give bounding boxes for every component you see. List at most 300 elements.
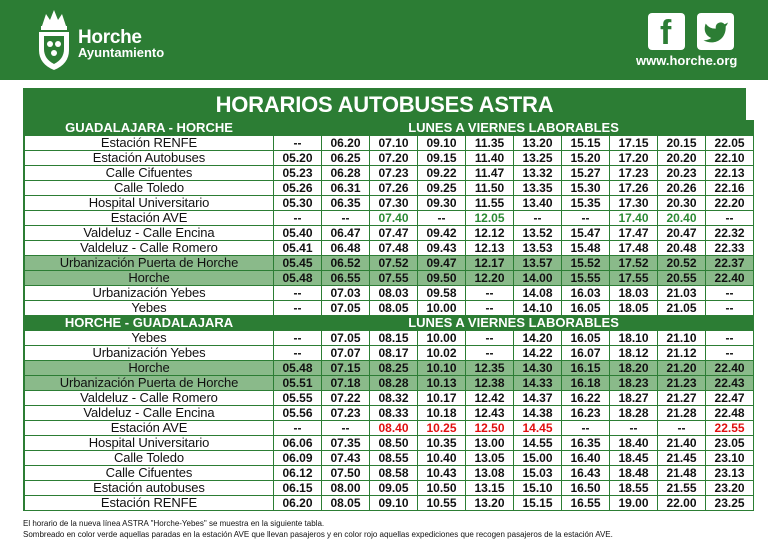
departure-time: -- (322, 211, 369, 225)
departure-time: 07.55 (370, 271, 417, 285)
departure-time: 07.05 (322, 301, 369, 315)
departure-time: -- (466, 301, 513, 315)
website-link[interactable]: www.horche.org (636, 53, 738, 68)
departure-time: 07.23 (370, 166, 417, 180)
section-header (25, 121, 753, 135)
departure-time: 11.40 (466, 151, 513, 165)
departure-time: 12.42 (466, 391, 513, 405)
departure-time: 07.15 (322, 361, 369, 375)
stop-name: Hospital Universitario (25, 196, 273, 210)
departure-time: 06.25 (322, 151, 369, 165)
departure-time: 13.05 (466, 451, 513, 465)
departure-time: 22.37 (706, 256, 753, 270)
departure-time: 07.07 (322, 346, 369, 360)
departure-time: 10.17 (418, 391, 465, 405)
departure-time: -- (274, 421, 321, 435)
departure-time: 07.52 (370, 256, 417, 270)
departure-time: -- (274, 346, 321, 360)
departure-time: 08.25 (370, 361, 417, 375)
schedule-row (25, 361, 753, 375)
departure-time: 13.08 (466, 466, 513, 480)
departure-time: 09.22 (418, 166, 465, 180)
departure-time: 08.58 (370, 466, 417, 480)
departure-time: -- (274, 331, 321, 345)
departure-time: 17.15 (610, 136, 657, 150)
departure-time: -- (274, 136, 321, 150)
departure-time: 05.48 (274, 361, 321, 375)
schedule-row (25, 271, 753, 285)
departure-time: 22.13 (706, 166, 753, 180)
departure-time: 20.47 (658, 226, 705, 240)
departure-time: 18.20 (610, 361, 657, 375)
stop-name: Estación Autobuses (25, 151, 273, 165)
departure-time: 15.15 (514, 496, 561, 510)
departure-time: 22.43 (706, 376, 753, 390)
departure-time: 10.43 (418, 466, 465, 480)
departure-time: 16.35 (562, 436, 609, 450)
departure-time: 20.23 (658, 166, 705, 180)
departure-time: 08.17 (370, 346, 417, 360)
departure-time: 11.50 (466, 181, 513, 195)
departure-time: 21.28 (658, 406, 705, 420)
departure-time: 06.48 (322, 241, 369, 255)
departure-time: 23.20 (706, 481, 753, 495)
departure-time: 18.28 (610, 406, 657, 420)
brand-name: Horche (78, 27, 142, 48)
route-label: GUADALAJARA - HORCHE (25, 121, 273, 135)
departure-time: 06.55 (322, 271, 369, 285)
footnote-line: El horario de la nueva línea ASTRA "Horche-Yebes" se muestra en la siguiente tabla. (23, 519, 325, 528)
schedule-row (25, 256, 753, 270)
departure-time: 18.05 (610, 301, 657, 315)
departure-time: 06.20 (322, 136, 369, 150)
bus-schedule (23, 88, 746, 511)
departure-time: -- (466, 331, 513, 345)
departure-time: 07.40 (370, 211, 417, 225)
departure-time: 08.33 (370, 406, 417, 420)
departure-time: 18.03 (610, 286, 657, 300)
departure-time: 10.35 (418, 436, 465, 450)
departure-time: 08.03 (370, 286, 417, 300)
departure-time: 15.48 (562, 241, 609, 255)
departure-time: 22.55 (706, 421, 753, 435)
departure-time: -- (514, 211, 561, 225)
departure-time: 15.35 (562, 196, 609, 210)
departure-time: 17.40 (610, 211, 657, 225)
stop-name: Valdeluz - Calle Encina (25, 226, 273, 240)
stop-name: Calle Cifuentes (25, 166, 273, 180)
stop-name: Estación RENFE (25, 136, 273, 150)
departure-time: 08.55 (370, 451, 417, 465)
stop-name: Calle Toledo (25, 451, 273, 465)
departure-time: 15.03 (514, 466, 561, 480)
departure-time: 06.52 (322, 256, 369, 270)
schedule-row (25, 196, 753, 210)
departure-time: 21.20 (658, 361, 705, 375)
stop-name: Estación RENFE (25, 496, 273, 510)
departure-time: 07.43 (322, 451, 369, 465)
departure-time: 10.02 (418, 346, 465, 360)
departure-time: 05.56 (274, 406, 321, 420)
departure-time: 15.20 (562, 151, 609, 165)
departure-time: 09.50 (418, 271, 465, 285)
schedule-row (25, 376, 753, 390)
footnote (23, 518, 613, 540)
departure-time: 09.42 (418, 226, 465, 240)
departure-time: 06.09 (274, 451, 321, 465)
stop-name: Urbanización Puerta de Horche (25, 376, 273, 390)
stop-name: Yebes (25, 331, 273, 345)
departure-time: 17.48 (610, 241, 657, 255)
departure-time: 16.55 (562, 496, 609, 510)
schedule-row (25, 331, 753, 345)
departure-time: 12.05 (466, 211, 513, 225)
departure-time: -- (658, 421, 705, 435)
schedule-row (25, 481, 753, 495)
departure-time: 14.37 (514, 391, 561, 405)
departure-time: 07.10 (370, 136, 417, 150)
schedule-row (25, 226, 753, 240)
departure-time: -- (274, 211, 321, 225)
departure-time: 21.12 (658, 346, 705, 360)
departure-time: 13.32 (514, 166, 561, 180)
departure-time: 13.52 (514, 226, 561, 240)
departure-time: 16.03 (562, 286, 609, 300)
stop-name: Urbanización Yebes (25, 346, 273, 360)
departure-time: 08.50 (370, 436, 417, 450)
departure-time: 17.52 (610, 256, 657, 270)
departure-time: 06.35 (322, 196, 369, 210)
departure-time: 07.30 (370, 196, 417, 210)
departure-time: -- (706, 346, 753, 360)
departure-time: 23.10 (706, 451, 753, 465)
stop-name: Hospital Universitario (25, 436, 273, 450)
departure-time: 10.00 (418, 331, 465, 345)
departure-time: 15.15 (562, 136, 609, 150)
departure-time: 12.43 (466, 406, 513, 420)
schedule-row (25, 466, 753, 480)
departure-time: 07.05 (322, 331, 369, 345)
departure-time: 13.57 (514, 256, 561, 270)
departure-time: -- (706, 301, 753, 315)
departure-time: 10.00 (418, 301, 465, 315)
departure-time: 21.23 (658, 376, 705, 390)
stop-name: Calle Cifuentes (25, 466, 273, 480)
departure-time: 07.03 (322, 286, 369, 300)
departure-time: 07.50 (322, 466, 369, 480)
departure-time: 14.08 (514, 286, 561, 300)
departure-time: 06.47 (322, 226, 369, 240)
departure-time: 22.40 (706, 271, 753, 285)
departure-time: 17.55 (610, 271, 657, 285)
departure-time: 16.43 (562, 466, 609, 480)
departure-time: 16.18 (562, 376, 609, 390)
departure-time: 22.10 (706, 151, 753, 165)
departure-time: 22.00 (658, 496, 705, 510)
departure-time: 18.27 (610, 391, 657, 405)
schedule-title: HORARIOS AUTOBUSES ASTRA (215, 92, 554, 117)
departure-time: 18.12 (610, 346, 657, 360)
departure-time: 20.15 (658, 136, 705, 150)
departure-time: 09.30 (418, 196, 465, 210)
departure-time: 13.53 (514, 241, 561, 255)
departure-time: 05.40 (274, 226, 321, 240)
days-label: LUNES A VIERNES LABORABLES (274, 316, 753, 330)
departure-time: -- (466, 286, 513, 300)
schedule-row (25, 391, 753, 405)
schedule-row (25, 181, 753, 195)
departure-time: 10.55 (418, 496, 465, 510)
departure-time: 09.05 (370, 481, 417, 495)
departure-time: 09.58 (418, 286, 465, 300)
departure-time: 20.26 (658, 181, 705, 195)
departure-time: 15.27 (562, 166, 609, 180)
departure-time: 07.26 (370, 181, 417, 195)
schedule-row (25, 301, 753, 315)
departure-time: 07.23 (322, 406, 369, 420)
departure-time: 06.15 (274, 481, 321, 495)
footnote-line: Sombreado en color verde aquellas paradas en la estación AVE que llevan pasajeros y en color rojo aquellas expediciones que recogen pasajeros de la estación AVE. (23, 530, 613, 539)
departure-time: 08.28 (370, 376, 417, 390)
departure-time: 22.05 (706, 136, 753, 150)
schedule-row (25, 421, 753, 435)
departure-time: 10.10 (418, 361, 465, 375)
departure-time: 22.48 (706, 406, 753, 420)
schedule-row (25, 166, 753, 180)
departure-time: 15.00 (514, 451, 561, 465)
departure-time: 06.06 (274, 436, 321, 450)
stop-name: Estación AVE (25, 421, 273, 435)
departure-time: 05.48 (274, 271, 321, 285)
departure-time: 20.55 (658, 271, 705, 285)
departure-time: 06.31 (322, 181, 369, 195)
departure-time: 21.48 (658, 466, 705, 480)
departure-time: -- (706, 331, 753, 345)
departure-time: 05.20 (274, 151, 321, 165)
departure-time: 18.10 (610, 331, 657, 345)
departure-time: 08.05 (370, 301, 417, 315)
days-label: LUNES A VIERNES LABORABLES (274, 121, 753, 135)
departure-time: 07.35 (322, 436, 369, 450)
departure-time: -- (274, 301, 321, 315)
departure-time: 06.12 (274, 466, 321, 480)
departure-time: 16.15 (562, 361, 609, 375)
departure-time: 22.32 (706, 226, 753, 240)
departure-time: 07.47 (370, 226, 417, 240)
departure-time: -- (562, 421, 609, 435)
departure-time: 15.10 (514, 481, 561, 495)
departure-time: 14.45 (514, 421, 561, 435)
schedule-row (25, 406, 753, 420)
stop-name: Horche (25, 271, 273, 285)
departure-time: 14.33 (514, 376, 561, 390)
departure-time: 19.00 (610, 496, 657, 510)
departure-time: 21.05 (658, 301, 705, 315)
stop-name: Valdeluz - Calle Romero (25, 391, 273, 405)
departure-time: 09.47 (418, 256, 465, 270)
departure-time: 13.40 (514, 196, 561, 210)
departure-time: 22.33 (706, 241, 753, 255)
departure-time: 14.20 (514, 331, 561, 345)
schedule-row (25, 286, 753, 300)
schedule-row (25, 151, 753, 165)
departure-time: 09.10 (370, 496, 417, 510)
departure-time: 20.52 (658, 256, 705, 270)
departure-time: 18.40 (610, 436, 657, 450)
departure-time: 21.55 (658, 481, 705, 495)
departure-time: 20.20 (658, 151, 705, 165)
stop-name: Calle Toledo (25, 181, 273, 195)
departure-time: 20.30 (658, 196, 705, 210)
departure-time: 07.18 (322, 376, 369, 390)
departure-time: 08.00 (322, 481, 369, 495)
departure-time: 16.05 (562, 331, 609, 345)
departure-time: 16.23 (562, 406, 609, 420)
departure-time: 13.20 (514, 136, 561, 150)
departure-time: -- (706, 286, 753, 300)
departure-time: -- (418, 211, 465, 225)
schedule-row (25, 241, 753, 255)
facebook-icon[interactable]: f (648, 13, 685, 50)
departure-time: 05.55 (274, 391, 321, 405)
schedule-row (25, 211, 753, 225)
departure-time: 12.50 (466, 421, 513, 435)
brand-subtitle: Ayuntamiento (78, 45, 165, 60)
departure-time: -- (562, 211, 609, 225)
departure-time: 15.52 (562, 256, 609, 270)
departure-time: 17.23 (610, 166, 657, 180)
departure-time: 14.10 (514, 301, 561, 315)
stop-name: Valdeluz - Calle Romero (25, 241, 273, 255)
departure-time: 05.51 (274, 376, 321, 390)
departure-time: 05.23 (274, 166, 321, 180)
departure-time: 12.13 (466, 241, 513, 255)
departure-time: 08.32 (370, 391, 417, 405)
departure-time: 06.28 (322, 166, 369, 180)
departure-time: 12.12 (466, 226, 513, 240)
departure-time: 21.10 (658, 331, 705, 345)
departure-time: 20.48 (658, 241, 705, 255)
departure-time: 10.50 (418, 481, 465, 495)
departure-time: 15.47 (562, 226, 609, 240)
timetable (24, 120, 754, 511)
departure-time: 14.38 (514, 406, 561, 420)
departure-time: 10.25 (418, 421, 465, 435)
departure-time: -- (274, 286, 321, 300)
section-header (25, 316, 753, 330)
departure-time: 23.05 (706, 436, 753, 450)
departure-time: 05.41 (274, 241, 321, 255)
departure-time: 21.03 (658, 286, 705, 300)
departure-time: 22.47 (706, 391, 753, 405)
departure-time: 09.10 (418, 136, 465, 150)
stop-name: Yebes (25, 301, 273, 315)
departure-time: 20.40 (658, 211, 705, 225)
coat-of-arms-logo (34, 6, 74, 72)
departure-time: 12.20 (466, 271, 513, 285)
schedule-row (25, 436, 753, 450)
departure-time: 09.15 (418, 151, 465, 165)
schedule-row (25, 496, 753, 510)
departure-time: 21.40 (658, 436, 705, 450)
departure-time: 11.55 (466, 196, 513, 210)
departure-time: 18.48 (610, 466, 657, 480)
departure-time: 18.55 (610, 481, 657, 495)
stop-name: Urbanización Yebes (25, 286, 273, 300)
route-label: HORCHE - GUADALAJARA (25, 316, 273, 330)
departure-time: 22.40 (706, 361, 753, 375)
departure-time: 05.30 (274, 196, 321, 210)
departure-time: 10.13 (418, 376, 465, 390)
departure-time: 12.38 (466, 376, 513, 390)
departure-time: 21.27 (658, 391, 705, 405)
departure-time: 10.18 (418, 406, 465, 420)
departure-time: 07.20 (370, 151, 417, 165)
departure-time: 17.30 (610, 196, 657, 210)
header-banner (0, 0, 768, 80)
departure-time: 14.00 (514, 271, 561, 285)
stop-name: Urbanización Puerta de Horche (25, 256, 273, 270)
departure-time: 16.22 (562, 391, 609, 405)
departure-time: 17.47 (610, 226, 657, 240)
departure-time: 17.20 (610, 151, 657, 165)
departure-time: 11.35 (466, 136, 513, 150)
departure-time: 13.00 (466, 436, 513, 450)
departure-time: 16.07 (562, 346, 609, 360)
departure-time: 23.25 (706, 496, 753, 510)
departure-time: 12.35 (466, 361, 513, 375)
departure-time: 18.45 (610, 451, 657, 465)
departure-time: 16.40 (562, 451, 609, 465)
departure-time: 11.47 (466, 166, 513, 180)
departure-time: 22.16 (706, 181, 753, 195)
departure-time: 09.43 (418, 241, 465, 255)
departure-time: 10.40 (418, 451, 465, 465)
departure-time: 15.55 (562, 271, 609, 285)
stop-name: Valdeluz - Calle Encina (25, 406, 273, 420)
schedule-row (25, 451, 753, 465)
departure-time: 13.25 (514, 151, 561, 165)
departure-time: 22.20 (706, 196, 753, 210)
departure-time: 14.22 (514, 346, 561, 360)
stop-name: Estación AVE (25, 211, 273, 225)
departure-time: 09.25 (418, 181, 465, 195)
departure-time: 08.05 (322, 496, 369, 510)
stop-name: Horche (25, 361, 273, 375)
departure-time: 07.22 (322, 391, 369, 405)
departure-time: 08.15 (370, 331, 417, 345)
departure-time: 17.26 (610, 181, 657, 195)
departure-time: 06.20 (274, 496, 321, 510)
departure-time: 16.50 (562, 481, 609, 495)
departure-time: 14.55 (514, 436, 561, 450)
twitter-icon[interactable] (697, 13, 734, 50)
departure-time: 16.05 (562, 301, 609, 315)
departure-time: 13.15 (466, 481, 513, 495)
departure-time: 13.35 (514, 181, 561, 195)
departure-time: -- (466, 346, 513, 360)
departure-time: -- (706, 211, 753, 225)
departure-time: 23.13 (706, 466, 753, 480)
stop-name: Estación autobuses (25, 481, 273, 495)
departure-time: -- (610, 421, 657, 435)
departure-time: 08.40 (370, 421, 417, 435)
departure-time: 05.26 (274, 181, 321, 195)
departure-time: 14.30 (514, 361, 561, 375)
departure-time: 15.30 (562, 181, 609, 195)
departure-time: 07.48 (370, 241, 417, 255)
departure-time: 18.23 (610, 376, 657, 390)
